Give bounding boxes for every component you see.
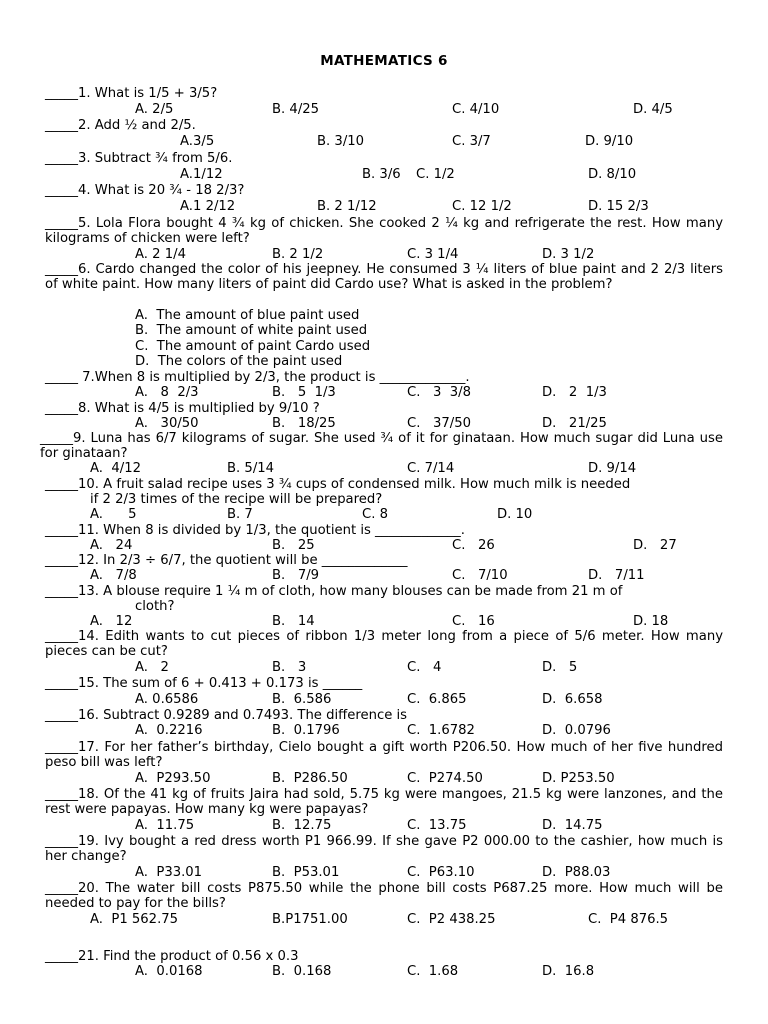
q16-option-b: B. 0.1796 xyxy=(272,723,340,738)
question-19-stem: _____19. Ivy bought a red dress worth P1 966.99. If she gave P2 000.00 to the cashier, how much is her change? xyxy=(45,834,723,864)
q19-option-c: C. P63.10 xyxy=(407,865,475,880)
question-13-stem-continued: cloth? xyxy=(135,599,175,614)
question-15-stem: _____15. The sum of 6 + 0.413 + 0.173 is ______ xyxy=(45,676,363,691)
q3-option-c: C. 1/2 xyxy=(416,167,455,182)
q12-option-a: A. 7/8 xyxy=(90,568,137,583)
q18-option-b: B. 12.75 xyxy=(272,818,332,833)
q9-option-d: D. 9/14 xyxy=(588,461,637,476)
question-17-stem: _____17. For her father’s birthday, Cielo bought a gift worth P206.50. How much of her five hundred peso bill was left? xyxy=(45,740,723,770)
q15-option-c: C. 6.865 xyxy=(407,692,467,707)
q21-option-c: C. 1.68 xyxy=(407,964,459,979)
q10-option-c: C. 8 xyxy=(362,507,388,522)
question-8-stem: _____8. What is 4/5 is multiplied by 9/10 ? xyxy=(45,401,320,416)
q1-option-b: B. 4/25 xyxy=(272,102,320,117)
q21-option-a: A. 0.0168 xyxy=(135,964,203,979)
q4-option-d: D. 15 2/3 xyxy=(588,199,649,214)
q7-option-c: C. 3 3/8 xyxy=(407,385,471,400)
q17-option-c: C. P274.50 xyxy=(407,771,483,786)
q21-option-b: B. 0.168 xyxy=(272,964,332,979)
q18-option-c: C. 13.75 xyxy=(407,818,467,833)
q11-option-b: B. 25 xyxy=(272,538,315,553)
q16-option-d: D. 0.0796 xyxy=(542,723,611,738)
q21-option-d: D. 16.8 xyxy=(542,964,595,979)
q9-option-b: B. 5/14 xyxy=(227,461,275,476)
q6-option-d: D. The colors of the paint used xyxy=(135,354,343,369)
q18-option-d: D. 14.75 xyxy=(542,818,603,833)
q17-option-b: B. P286.50 xyxy=(272,771,348,786)
q6-option-a: A. The amount of blue paint used xyxy=(135,308,360,323)
q7-option-a: A. 8 2/3 xyxy=(135,385,199,400)
q17-option-a: A. P293.50 xyxy=(135,771,211,786)
q20-option-d: C. P4 876.5 xyxy=(588,912,669,927)
q5-option-d: D. 3 1/2 xyxy=(542,247,595,262)
q4-option-c: C. 12 1/2 xyxy=(452,199,512,214)
question-21-stem: _____21. Find the product of 0.56 x 0.3 xyxy=(45,949,299,964)
question-20-stem: _____20. The water bill costs P875.50 while the phone bill costs P687.25 more. How much will be needed to pay for the bills? xyxy=(45,881,723,911)
q1-option-d: D. 4/5 xyxy=(633,102,673,117)
q8-option-d: D. 21/25 xyxy=(542,416,607,431)
q2-option-d: D. 9/10 xyxy=(585,134,634,149)
question-2-stem: _____2. Add ½ and 2/5. xyxy=(45,118,196,133)
q2-option-a: A.3/5 xyxy=(180,134,215,149)
q11-option-d: D. 27 xyxy=(633,538,677,553)
q11-option-a: A. 24 xyxy=(90,538,133,553)
question-13-stem: _____13. A blouse require 1 ¼ m of cloth, how many blouses can be made from 21 m of xyxy=(45,584,623,599)
q9-option-c: C. 7/14 xyxy=(407,461,455,476)
q10-option-b: B. 7 xyxy=(227,507,253,522)
q13-option-b: B. 14 xyxy=(272,614,315,629)
q13-option-a: A. 12 xyxy=(90,614,133,629)
q2-option-c: C. 3/7 xyxy=(452,134,491,149)
q2-option-b: B. 3/10 xyxy=(317,134,365,149)
q7-option-b: B. 5 1/3 xyxy=(272,385,336,400)
q3-option-a: A.1/12 xyxy=(180,167,223,182)
q20-option-a: A. P1 562.75 xyxy=(90,912,179,927)
q7-option-d: D. 2 1/3 xyxy=(542,385,607,400)
q20-option-b: B.P1751.00 xyxy=(272,912,348,927)
question-7-stem: _____ 7.When 8 is multiplied by 2/3, the product is _____________. xyxy=(45,370,470,385)
q10-option-a: A. 5 xyxy=(90,507,137,522)
q4-option-a: A.1 2/12 xyxy=(180,199,236,214)
q19-option-d: D. P88.03 xyxy=(542,865,611,880)
q9-option-a: A. 4/12 xyxy=(90,461,141,476)
q14-option-b: B. 3 xyxy=(272,660,307,675)
q13-option-c: C. 16 xyxy=(452,614,495,629)
question-14-stem: _____14. Edith wants to cut pieces of ribbon 1/3 meter long from a piece of 5/6 meter. How many pieces can be cut? xyxy=(45,629,723,659)
question-5-stem: _____5. Lola Flora bought 4 ¾ kg of chicken. She cooked 2 ¼ kg and refrigerate the rest. How many kilograms of chicken were left? xyxy=(45,216,723,246)
q10-option-d: D. 10 xyxy=(497,507,533,522)
q19-option-b: B. P53.01 xyxy=(272,865,340,880)
question-9-stem: _____9. Luna has 6/7 kilograms of sugar. She used ¾ of it for ginataan. How much sugar did Luna use for ginataan? xyxy=(40,431,723,461)
question-1-stem: _____1. What is 1/5 + 3/5? xyxy=(45,86,218,101)
q16-option-a: A. 0.2216 xyxy=(135,723,203,738)
q3-option-b: B. 3/6 xyxy=(362,167,401,182)
q17-option-d: D. P253.50 xyxy=(542,771,615,786)
q13-option-d: D. 18 xyxy=(633,614,669,629)
question-18-stem: _____18. Of the 41 kg of fruits Jaira had sold, 5.75 kg were mangoes, 21.5 kg were lanzones, and the rest were papayas. How many kg were papayas? xyxy=(45,787,723,817)
q1-option-c: C. 4/10 xyxy=(452,102,500,117)
question-4-stem: _____4. What is 20 ¾ - 18 2/3? xyxy=(45,183,245,198)
question-6-stem: _____6. Cardo changed the color of his jeepney. He consumed 3 ¼ liters of blue paint and 2 2/3 liters of white paint. How many liters of paint did Cardo use? What is asked in the problem? xyxy=(45,262,723,292)
question-10-stem-continued: if 2 2/3 times of the recipe will be prepared? xyxy=(90,492,383,507)
q8-option-a: A. 30/50 xyxy=(135,416,199,431)
q6-option-b: B. The amount of white paint used xyxy=(135,323,368,338)
q19-option-a: A. P33.01 xyxy=(135,865,203,880)
q20-option-c: C. P2 438.25 xyxy=(407,912,496,927)
question-12-stem: _____12. In 2/3 ÷ 6/7, the quotient will be _____________ xyxy=(45,553,408,568)
question-3-stem: _____3. Subtract ¾ from 5/6. xyxy=(45,151,233,166)
q5-option-c: C. 3 1/4 xyxy=(407,247,459,262)
q5-option-b: B. 2 1/2 xyxy=(272,247,324,262)
q12-option-b: B. 7/9 xyxy=(272,568,320,583)
q4-option-b: B. 2 1/12 xyxy=(317,199,377,214)
q1-option-a: A. 2/5 xyxy=(135,102,174,117)
q14-option-d: D. 5 xyxy=(542,660,578,675)
q12-option-c: C. 7/10 xyxy=(452,568,508,583)
q5-option-a: A. 2 1/4 xyxy=(135,247,186,262)
q14-option-c: C. 4 xyxy=(407,660,442,675)
q18-option-a: A. 11.75 xyxy=(135,818,195,833)
q6-option-c: C. The amount of paint Cardo used xyxy=(135,339,371,354)
q8-option-c: C. 37/50 xyxy=(407,416,471,431)
q12-option-d: D. 7/11 xyxy=(588,568,645,583)
q11-option-c: C. 26 xyxy=(452,538,495,553)
q15-option-d: D. 6.658 xyxy=(542,692,603,707)
q15-option-a: A. 0.6586 xyxy=(135,692,199,707)
page-title: MATHEMATICS 6 xyxy=(320,53,448,69)
q8-option-b: B. 18/25 xyxy=(272,416,336,431)
q14-option-a: A. 2 xyxy=(135,660,169,675)
question-10-stem: _____10. A fruit salad recipe uses 3 ¾ cups of condensed milk. How much milk is needed xyxy=(45,477,631,492)
q3-option-d: D. 8/10 xyxy=(588,167,637,182)
q16-option-c: C. 1.6782 xyxy=(407,723,475,738)
question-11-stem: _____11. When 8 is divided by 1/3, the quotient is _____________. xyxy=(45,523,465,538)
q15-option-b: B. 6.586 xyxy=(272,692,332,707)
question-16-stem: _____16. Subtract 0.9289 and 0.7493. The difference is xyxy=(45,708,408,723)
